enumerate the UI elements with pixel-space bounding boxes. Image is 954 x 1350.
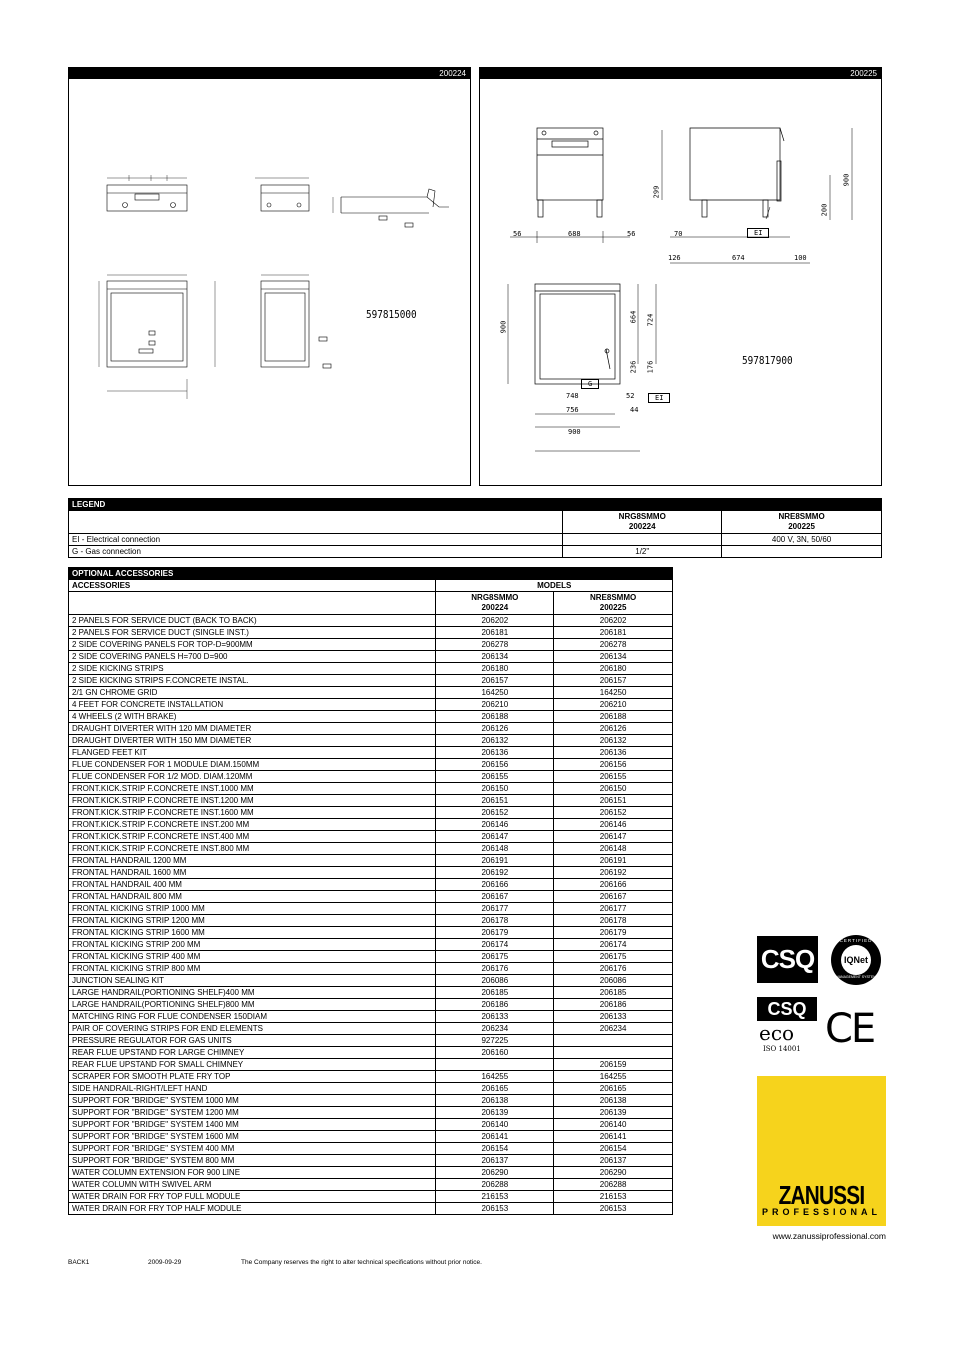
table-row <box>69 699 673 711</box>
dim-724: 724 <box>646 313 655 327</box>
brand-name: ZANUSSI <box>778 1180 865 1210</box>
technical-drawing-left <box>69 79 470 485</box>
accessory-name: FRONTAL KICKING STRIP 1200 MM <box>69 915 436 927</box>
accessory-code: 206141 <box>554 1131 673 1143</box>
table-row <box>69 1143 673 1155</box>
accessory-code: 206132 <box>554 735 673 747</box>
accessory-code: 206185 <box>436 987 554 999</box>
accessory-code: 206181 <box>554 627 673 639</box>
accessory-name: FRONTAL HANDRAIL 400 MM <box>69 879 436 891</box>
accessory-code: 206153 <box>436 1203 554 1215</box>
table-row <box>69 903 673 915</box>
table-row <box>69 615 673 627</box>
accessory-code: 206234 <box>554 1023 673 1035</box>
accessory-code: 206202 <box>436 615 554 627</box>
accessory-name: 2 SIDE COVERING PANELS H=700 D=900 <box>69 651 436 663</box>
accessory-code: 206150 <box>554 783 673 795</box>
table-row <box>69 819 673 831</box>
accessory-name: FLUE CONDENSER FOR 1/2 MOD. DIAM.120MM <box>69 771 436 783</box>
accessory-code: 206165 <box>436 1083 554 1095</box>
table-row <box>69 747 673 759</box>
accessory-code: 206174 <box>436 939 554 951</box>
accessory-name: FRONT.KICK.STRIP F.CONCRETE INST.400 MM <box>69 831 436 843</box>
accessory-name: PRESSURE REGULATOR FOR GAS UNITS <box>69 1035 436 1047</box>
accessory-name: WATER COLUMN EXTENSION FOR 900 LINE <box>69 1167 436 1179</box>
dim-200: 200 <box>820 203 829 217</box>
accessory-code: 206159 <box>554 1059 673 1071</box>
accessory-code: 206153 <box>554 1203 673 1215</box>
accessory-name: FRONT.KICK.STRIP F.CONCRETE INST.200 MM <box>69 819 436 831</box>
accessory-name: FRONTAL HANDRAIL 1600 MM <box>69 867 436 879</box>
footer-notice: The Company reserves the right to alter technical specifications without prior notice. <box>241 1259 482 1266</box>
table-row <box>69 951 673 963</box>
accessory-name: 2 SIDE COVERING PANELS FOR TOP-D=900MM <box>69 639 436 651</box>
dim-900l: 900 <box>499 320 508 334</box>
accessory-name: SUPPORT FOR "BRIDGE" SYSTEM 400 MM <box>69 1143 436 1155</box>
accessory-name: REAR FLUE UPSTAND FOR LARGE CHIMNEY <box>69 1047 436 1059</box>
accessory-code: 206086 <box>436 975 554 987</box>
accessory-code: 206175 <box>436 951 554 963</box>
table-row <box>69 807 673 819</box>
accessory-code: 206154 <box>554 1143 673 1155</box>
accessory-name: SUPPORT FOR "BRIDGE" SYSTEM 1200 MM <box>69 1107 436 1119</box>
table-row <box>69 1023 673 1035</box>
table-row <box>69 891 673 903</box>
technical-drawing-right <box>480 79 881 485</box>
table-row <box>69 987 673 999</box>
dim-748: 748 <box>566 392 579 400</box>
part-number-right: 597817900 <box>742 354 793 367</box>
accessory-name: FLANGED FEET KIT <box>69 747 436 759</box>
accessory-code <box>554 1047 673 1059</box>
accessory-name: FRONT.KICK.STRIP F.CONCRETE INST.1000 MM <box>69 783 436 795</box>
accessory-code: 206210 <box>436 699 554 711</box>
accessory-code: 206152 <box>436 807 554 819</box>
accessory-code: 206155 <box>554 771 673 783</box>
accessory-code: 206186 <box>436 999 554 1011</box>
drawing-panel-200224 <box>68 67 471 486</box>
accessory-name: DRAUGHT DIVERTER WITH 120 MM DIAMETER <box>69 723 436 735</box>
table-row <box>69 795 673 807</box>
accessory-code: 164250 <box>554 687 673 699</box>
accessory-name: FRONTAL KICKING STRIP 1000 MM <box>69 903 436 915</box>
accessory-code: 206141 <box>436 1131 554 1143</box>
table-row <box>69 867 673 879</box>
accessories-col-label: ACCESSORIES <box>69 580 436 592</box>
table-row <box>69 711 673 723</box>
dim-900v: 900 <box>842 173 851 187</box>
drawing-code: 200224 <box>69 68 470 79</box>
website-link[interactable]: www.zanussiprofessional.com <box>772 1231 886 1241</box>
table-row <box>69 843 673 855</box>
accessory-code: 206160 <box>436 1047 554 1059</box>
accessory-code: 206156 <box>554 759 673 771</box>
table-row <box>69 627 673 639</box>
accessory-code: 206147 <box>554 831 673 843</box>
table-row <box>69 663 673 675</box>
accessory-code: 206147 <box>436 831 554 843</box>
accessory-code: 164255 <box>554 1071 673 1083</box>
accessory-code: 206180 <box>554 663 673 675</box>
accessory-name: JUNCTION SEALING KIT <box>69 975 436 987</box>
accessory-code: 206290 <box>436 1167 554 1179</box>
accessory-code <box>554 1035 673 1047</box>
dim-756: 756 <box>566 406 579 414</box>
legend-row: G - Gas connection 1/2" <box>69 546 882 558</box>
table-row <box>69 759 673 771</box>
accessory-name: REAR FLUE UPSTAND FOR SMALL CHIMNEY <box>69 1059 436 1071</box>
table-row <box>69 1095 673 1107</box>
accessory-name: LARGE HANDRAIL(PORTIONING SHELF)400 MM <box>69 987 436 999</box>
table-row <box>69 1131 673 1143</box>
accessory-name: WATER DRAIN FOR FRY TOP HALF MODULE <box>69 1203 436 1215</box>
table-row <box>69 687 673 699</box>
iqnet-text: IQNet <box>843 955 868 965</box>
accessory-code: 206179 <box>436 927 554 939</box>
table-row <box>69 831 673 843</box>
dim-70: 70 <box>674 230 683 238</box>
accessory-code: 206166 <box>436 879 554 891</box>
iqnet-certified: CERTIFIED <box>839 938 873 943</box>
accessory-code: 206178 <box>436 915 554 927</box>
table-row <box>69 771 673 783</box>
accessory-code: 206132 <box>436 735 554 747</box>
models-label: MODELS <box>436 580 673 592</box>
accessory-code: 206278 <box>436 639 554 651</box>
accessory-code: 206177 <box>436 903 554 915</box>
dim-664: 664 <box>629 310 638 324</box>
table-row <box>69 1119 673 1131</box>
legend-model-2-name: NRE8SMMO <box>778 512 825 521</box>
accessory-code: 206146 <box>554 819 673 831</box>
accessory-code: 206155 <box>436 771 554 783</box>
accessory-code: 164255 <box>436 1071 554 1083</box>
table-row <box>69 735 673 747</box>
table-row <box>69 1011 673 1023</box>
accessory-name: LARGE HANDRAIL(PORTIONING SHELF)800 MM <box>69 999 436 1011</box>
dim-674: 674 <box>732 254 745 262</box>
accessory-code: 206188 <box>436 711 554 723</box>
accessory-code: 206133 <box>436 1011 554 1023</box>
accessory-code: 206210 <box>554 699 673 711</box>
table-row <box>69 963 673 975</box>
accessories-title: OPTIONAL ACCESSORIES <box>69 568 673 580</box>
dim-236: 236 <box>629 360 638 374</box>
table-row <box>69 1155 673 1167</box>
table-row <box>69 927 673 939</box>
footer-date: 2009-09-29 <box>148 1259 182 1266</box>
accessory-code: 206139 <box>554 1107 673 1119</box>
accessory-code: 206192 <box>436 867 554 879</box>
legend-title: LEGEND <box>69 499 563 511</box>
label-g: G <box>581 379 599 389</box>
dim-100: 100 <box>794 254 807 262</box>
accessory-name: 2 SIDE KICKING STRIPS F.CONCRETE INSTAL. <box>69 675 436 687</box>
accessory-code: 206167 <box>436 891 554 903</box>
dim-56a: 56 <box>513 230 522 238</box>
accessory-code: 206140 <box>436 1119 554 1131</box>
accessory-code: 206151 <box>554 795 673 807</box>
acc-model-1-code: 200224 <box>481 603 509 612</box>
accessory-code: 206126 <box>554 723 673 735</box>
accessory-name: FRONTAL KICKING STRIP 1600 MM <box>69 927 436 939</box>
accessory-code: 216153 <box>436 1191 554 1203</box>
table-row <box>69 939 673 951</box>
csq-eco-logo: CSQ eco ISO 14001 <box>757 997 817 1061</box>
legend-model-2-code: 200225 <box>788 522 815 531</box>
ce-mark: CE <box>825 1006 875 1052</box>
accessory-name: WATER DRAIN FOR FRY TOP FULL MODULE <box>69 1191 436 1203</box>
accessory-code: 164250 <box>436 687 554 699</box>
table-row <box>69 723 673 735</box>
acc-model-2-code: 200225 <box>599 603 627 612</box>
accessory-code: 206139 <box>436 1107 554 1119</box>
accessory-code: 206192 <box>554 867 673 879</box>
accessory-name: FRONTAL KICKING STRIP 800 MM <box>69 963 436 975</box>
accessory-code: 206174 <box>554 939 673 951</box>
accessory-code: 206191 <box>436 855 554 867</box>
accessory-code: 206126 <box>436 723 554 735</box>
table-row <box>69 1047 673 1059</box>
table-row <box>69 1071 673 1083</box>
accessory-code: 206278 <box>554 639 673 651</box>
accessory-code: 206146 <box>436 819 554 831</box>
table-row <box>69 1179 673 1191</box>
iqnet-management: MANAGEMENT SYSTEM <box>835 975 877 979</box>
accessory-code: 206166 <box>554 879 673 891</box>
table-row <box>69 975 673 987</box>
dim-56b: 56 <box>627 230 636 238</box>
accessory-name: FRONTAL KICKING STRIP 200 MM <box>69 939 436 951</box>
table-row <box>69 1203 673 1215</box>
table-row <box>69 1035 673 1047</box>
accessory-name: MATCHING RING FOR FLUE CONDENSER 150DIAM <box>69 1011 436 1023</box>
table-row <box>69 879 673 891</box>
accessory-code: 206177 <box>554 903 673 915</box>
dim-44: 44 <box>630 406 639 414</box>
accessory-code: 206234 <box>436 1023 554 1035</box>
accessory-code: 206148 <box>436 843 554 855</box>
accessory-name: SUPPORT FOR "BRIDGE" SYSTEM 800 MM <box>69 1155 436 1167</box>
acc-model-2-name: NRE8SMMO <box>589 593 637 602</box>
table-row <box>69 999 673 1011</box>
table-row <box>69 1167 673 1179</box>
accessory-code: 206288 <box>436 1179 554 1191</box>
dim-52: 52 <box>626 392 635 400</box>
label-ei-plan: EI <box>648 393 670 403</box>
table-row <box>69 1059 673 1071</box>
dim-126: 126 <box>668 254 681 262</box>
dim-299: 299 <box>652 185 661 199</box>
table-row <box>69 1083 673 1095</box>
legend-table <box>68 498 882 558</box>
accessory-code: 206202 <box>554 615 673 627</box>
accessory-code: 206188 <box>554 711 673 723</box>
accessory-name: FRONTAL HANDRAIL 800 MM <box>69 891 436 903</box>
accessory-code: 206157 <box>554 675 673 687</box>
accessory-name: 2 PANELS FOR SERVICE DUCT (BACK TO BACK) <box>69 615 436 627</box>
table-row <box>69 783 673 795</box>
accessory-code: 206140 <box>554 1119 673 1131</box>
acc-model-1-name: NRG8SMMO <box>471 593 519 602</box>
accessory-code: 206133 <box>554 1011 673 1023</box>
accessory-code: 206165 <box>554 1083 673 1095</box>
accessory-code: 206176 <box>554 963 673 975</box>
accessory-name: SUPPORT FOR "BRIDGE" SYSTEM 1400 MM <box>69 1119 436 1131</box>
footer-code: BACK1 <box>68 1259 90 1266</box>
accessory-code: 206134 <box>436 651 554 663</box>
part-number-left: 597815000 <box>366 308 417 321</box>
accessory-code: 206134 <box>554 651 673 663</box>
accessory-code: 206154 <box>436 1143 554 1155</box>
accessory-name: FRONT.KICK.STRIP F.CONCRETE INST.1200 MM <box>69 795 436 807</box>
accessory-code: 206136 <box>554 747 673 759</box>
iqnet-logo <box>825 934 887 986</box>
accessory-name: FRONTAL HANDRAIL 1200 MM <box>69 855 436 867</box>
label-ei-side: EI <box>747 228 769 238</box>
accessory-code: 206290 <box>554 1167 673 1179</box>
accessory-name: 2 PANELS FOR SERVICE DUCT (SINGLE INST.) <box>69 627 436 639</box>
accessory-code: 206136 <box>436 747 554 759</box>
accessory-code: 206179 <box>554 927 673 939</box>
legend-model-1-name: NRG8SMMO <box>618 512 666 521</box>
legend-row: EI - Electrical connection 400 V, 3N, 50/60 <box>69 534 882 546</box>
drawing-code: 200225 <box>480 68 881 79</box>
accessory-code: 206150 <box>436 783 554 795</box>
accessory-name: DRAUGHT DIVERTER WITH 150 MM DIAMETER <box>69 735 436 747</box>
drawing-panel-200225 <box>479 67 882 486</box>
accessory-code: 206151 <box>436 795 554 807</box>
accessory-code: 206185 <box>554 987 673 999</box>
accessory-name: 2 SIDE KICKING STRIPS <box>69 663 436 675</box>
accessory-code: 216153 <box>554 1191 673 1203</box>
accessory-name: WATER COLUMN WITH SWIVEL ARM <box>69 1179 436 1191</box>
accessory-code: 927225 <box>436 1035 554 1047</box>
accessory-name: FLUE CONDENSER FOR 1 MODULE DIAM.150MM <box>69 759 436 771</box>
accessory-name: SUPPORT FOR "BRIDGE" SYSTEM 1600 MM <box>69 1131 436 1143</box>
accessory-name: 4 FEET FOR CONCRETE INSTALLATION <box>69 699 436 711</box>
dim-688: 688 <box>568 230 581 238</box>
accessory-code: 206186 <box>554 999 673 1011</box>
accessory-code: 206288 <box>554 1179 673 1191</box>
accessories-table <box>68 567 673 1215</box>
csq-logo: CSQ <box>757 936 818 983</box>
accessory-code: 206176 <box>436 963 554 975</box>
accessory-code: 206175 <box>554 951 673 963</box>
accessory-name: FRONT.KICK.STRIP F.CONCRETE INST.1600 MM <box>69 807 436 819</box>
table-row <box>69 915 673 927</box>
dim-176: 176 <box>646 360 655 374</box>
accessory-name: FRONTAL KICKING STRIP 400 MM <box>69 951 436 963</box>
accessory-code: 206148 <box>554 843 673 855</box>
accessory-name: SUPPORT FOR "BRIDGE" SYSTEM 1000 MM <box>69 1095 436 1107</box>
accessory-name: FRONT.KICK.STRIP F.CONCRETE INST.800 MM <box>69 843 436 855</box>
accessory-code: 206180 <box>436 663 554 675</box>
accessory-name: SCRAPER FOR SMOOTH PLATE FRY TOP <box>69 1071 436 1083</box>
zanussi-logo <box>757 1076 886 1226</box>
accessory-name: 2/1 GN CHROME GRID <box>69 687 436 699</box>
brand-sub: PROFESSIONAL <box>761 1207 881 1217</box>
accessory-name: 4 WHEELS (2 WITH BRAKE) <box>69 711 436 723</box>
table-row <box>69 639 673 651</box>
accessory-code: 206137 <box>554 1155 673 1167</box>
legend-model-1-code: 200224 <box>628 522 656 531</box>
accessory-code: 206181 <box>436 627 554 639</box>
table-row <box>69 675 673 687</box>
dim-900b: 900 <box>568 428 581 436</box>
table-row <box>69 1191 673 1203</box>
accessory-code: 206157 <box>436 675 554 687</box>
table-row <box>69 855 673 867</box>
accessory-code: 206086 <box>554 975 673 987</box>
accessory-code: 206167 <box>554 891 673 903</box>
accessory-name: PAIR OF COVERING STRIPS FOR END ELEMENTS <box>69 1023 436 1035</box>
accessory-code <box>436 1059 554 1071</box>
accessory-code: 206137 <box>436 1155 554 1167</box>
accessory-code: 206138 <box>436 1095 554 1107</box>
accessory-code: 206152 <box>554 807 673 819</box>
accessory-code: 206178 <box>554 915 673 927</box>
table-row <box>69 651 673 663</box>
table-row <box>69 1107 673 1119</box>
accessory-name: SIDE HANDRAIL-RIGHT/LEFT HAND <box>69 1083 436 1095</box>
accessory-code: 206138 <box>554 1095 673 1107</box>
accessory-code: 206156 <box>436 759 554 771</box>
accessory-code: 206191 <box>554 855 673 867</box>
